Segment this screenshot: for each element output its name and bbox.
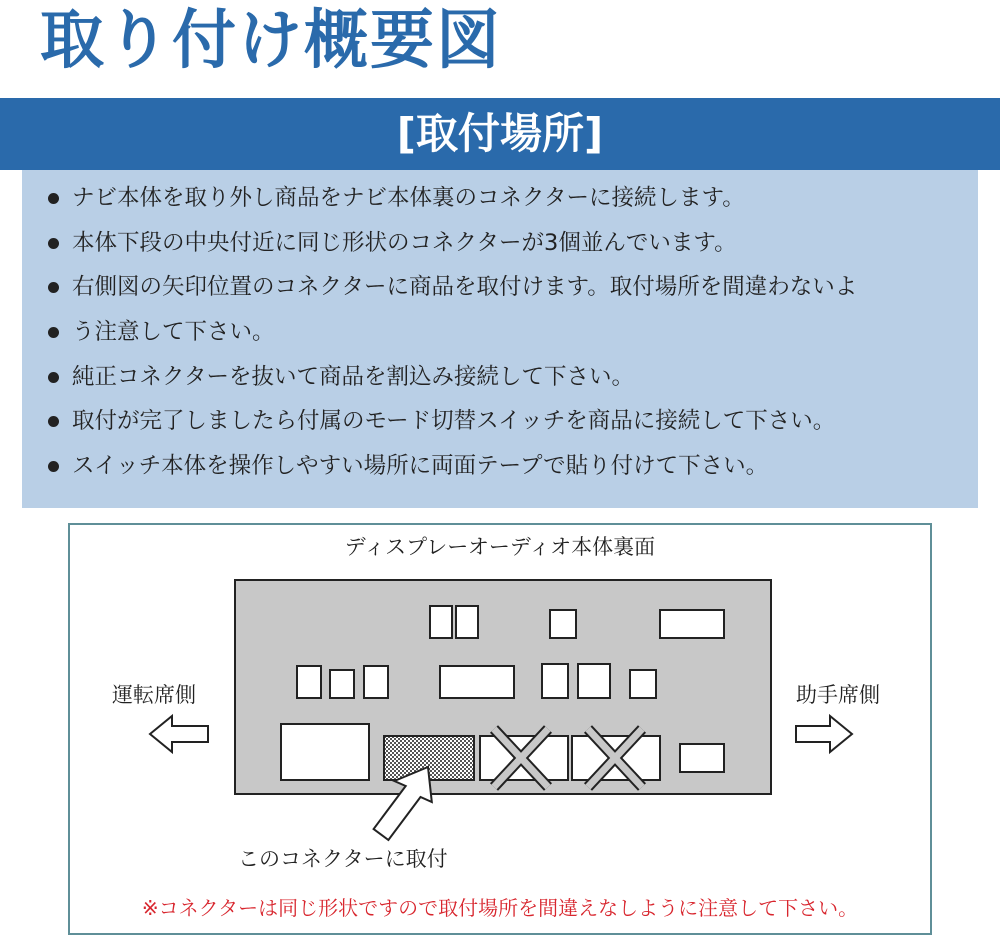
connector-slot <box>630 670 656 698</box>
connector-slot <box>542 664 568 698</box>
left-arrow-icon <box>150 716 208 752</box>
connector-slot <box>456 606 478 638</box>
page-title: 取り付け概要図 <box>40 4 502 78</box>
connector-slot <box>660 610 724 638</box>
connector-slot <box>364 666 388 698</box>
section-title: [取付場所] <box>396 109 604 158</box>
passenger-side-label: 助手席側 <box>796 683 880 707</box>
connector-slot <box>550 610 576 638</box>
wrong-connector-right <box>572 729 660 787</box>
connector-slot <box>578 664 610 698</box>
connector-slot <box>297 666 321 698</box>
connector-slot <box>430 606 452 638</box>
instruction-text: 本体下段の中央付近に同じ形状のコネクターが3個並んでいます。 <box>72 229 737 256</box>
driver-side-label: 運転席側 <box>112 683 196 707</box>
instruction-text: スイッチ本体を操作しやすい場所に両面テープで貼り付けて下さい。 <box>72 453 769 480</box>
instruction-text: 純正コネクターを抜いて商品を割込み接続して下さい。 <box>72 363 635 390</box>
instruction-text: ナビ本体を取り外し商品をナビ本体裏のコネクターに接続します。 <box>72 185 745 211</box>
caution-note: ※コネクターは同じ形状ですので取付場所を間違えなしように注意して下さい。 <box>141 896 859 920</box>
install-location-label: このコネクターに取付 <box>238 847 448 871</box>
right-arrow-icon <box>796 716 852 752</box>
connector-slot <box>281 724 369 780</box>
diagram-title: ディスプレーオーディオ本体裏面 <box>344 535 656 559</box>
connector-slot <box>440 666 514 698</box>
instruction-text: う注意して下さい。 <box>72 319 275 346</box>
instruction-text: 取付が完了しましたら付属のモード切替スイッチを商品に接続して下さい。 <box>72 408 836 435</box>
connector-slot <box>330 670 354 698</box>
instruction-text: 右側図の矢印位置のコネクターに商品を取付けます。取付場所を間違わないよ <box>72 274 858 301</box>
connector-slot <box>680 744 724 772</box>
wrong-connector-left <box>480 729 568 787</box>
